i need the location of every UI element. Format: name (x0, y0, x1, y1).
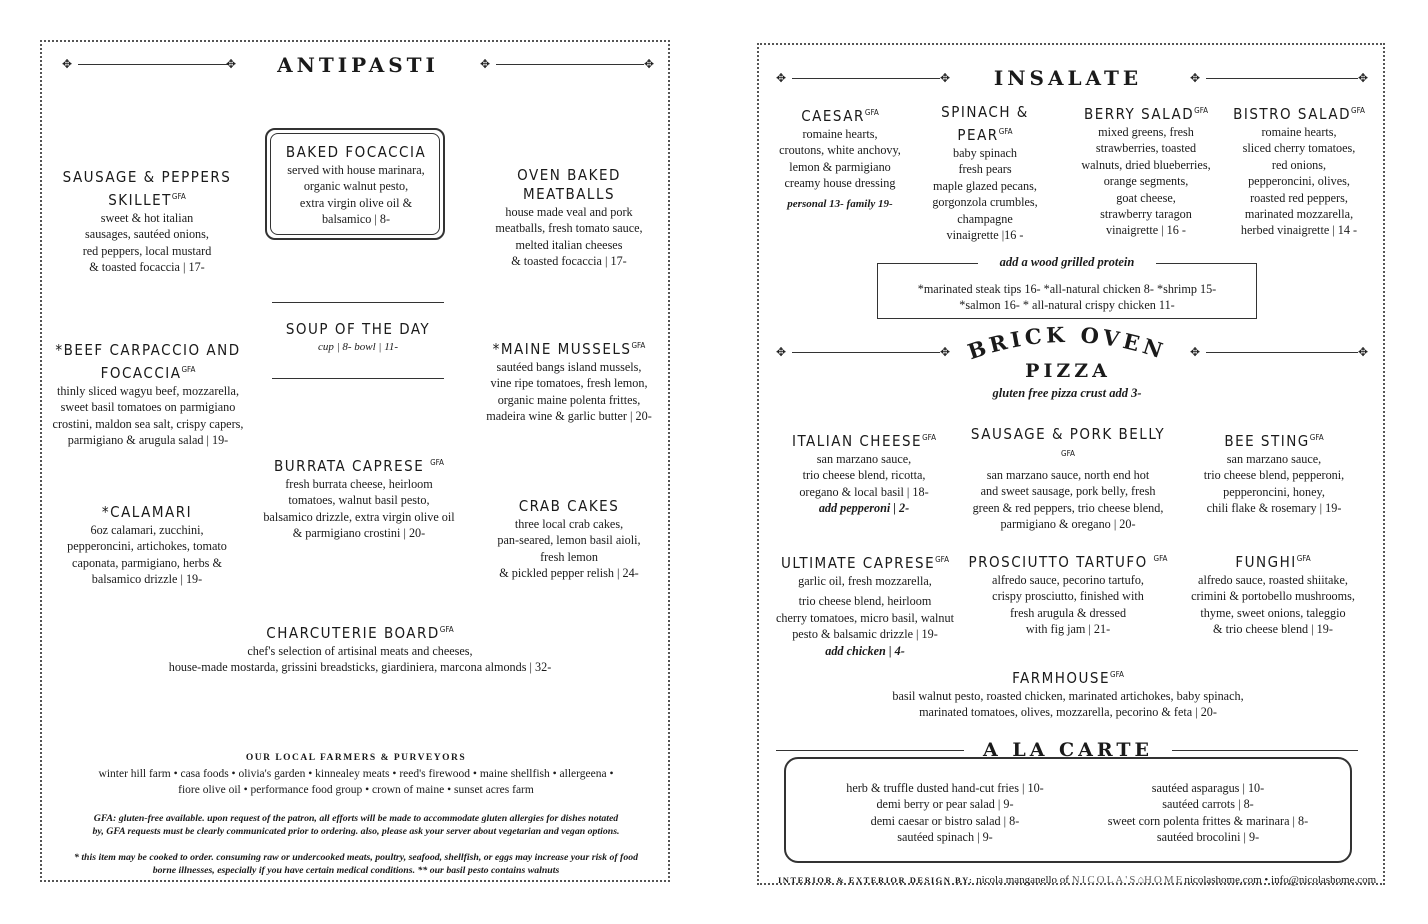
item-price: personal 13- family 19- (787, 197, 893, 210)
svg-text:BRICK OVEN (964, 322, 1169, 362)
item-name: SAUSAGE & PEPPERS $SKILLET^{GFA}$ (62, 168, 232, 209)
item-desc: romaine hearts, croutons, white anchovy, lemon & parmigiano creamy house dressing (779, 127, 901, 191)
menu-item (770, 550, 960, 659)
item-desc: mixed greens, fresh strawberries, toasted walnuts, dried blueberries, orange segments, goat cheese, strawberry taragon vinaigrette | 16 - (1081, 125, 1211, 238)
item-name: PROSCIUTTO TARTUFO $^{GFA}$ (968, 553, 1168, 571)
item-name: $FARMHOUSE^{GFA}$ (1012, 669, 1124, 687)
menu-item (52, 168, 242, 276)
pizza-subtitle: gluten free pizza crust add 3- (992, 386, 1142, 400)
menu-item (272, 143, 440, 228)
item-desc: san marzano sauce, north end hot and sweet sausage, pork belly, fresh green & red peppers, trio cheese blend, parmigiano & oregano | 20- (972, 468, 1164, 532)
item-desc: alfredo sauce, pecorino tartufo, crispy prosciutto, finished with fresh arugula & dressed with fig jam | 21- (992, 573, 1144, 637)
protein-list: *marinated steak tips 16- *all-natural chicken 8- *shrimp 15- *salmon 16- * all-natural crispy chicken 11- (917, 282, 1217, 313)
item-name: $CAESAR^{GFA}$ (801, 107, 879, 125)
item-name: SOUP OF THE DAY (285, 320, 431, 338)
carte-title: A LA CARTE (982, 739, 1153, 761)
divider (1172, 750, 1358, 751)
divider (272, 302, 444, 303)
menu-item (52, 503, 242, 588)
ornament-icon: ✥ (62, 57, 73, 71)
gfa-note: GFA: gluten-free available. upon request of the patron, all efforts will be made to accommodate gluten allergies for dishes notated by, GFA requests must be clearly communicated prior to ordering. also, please ask your server about vegetarian and vegan options. (92, 813, 620, 837)
designer-name: nicola manganello of (976, 874, 1069, 886)
menu-item (914, 103, 1056, 243)
item-desc: cup | 8- bowl | 11- (317, 341, 399, 353)
design-label: INTERIOR & EXTERIOR DESIGN BY: (778, 875, 974, 885)
email-link[interactable]: info@nicolashome.com (1271, 874, 1377, 886)
item-desc: garlic oil, fresh mozzarella, trio cheese blend, heirloom cherry tomatoes, micro basil, walnut pesto & balsamic drizzle | 19- (775, 574, 955, 642)
ornament-icon: ✥ (644, 57, 655, 71)
menu-item (968, 549, 1168, 638)
menu-item (272, 320, 444, 355)
carte-left-list: herb & truffle dusted hand-cut fries | 10- demi berry or pear salad | 9- demi caesar or bistro salad | 8- sautéed spinach | 9- (846, 781, 1044, 845)
ornament-icon: ✥ (776, 345, 787, 359)
raw-food-note: * this item may be cooked to order. consuming raw or undercooked meats, poultry, seafood, shellfish, or eggs may increase your risk of food borne illnesses, especially if you have certain medical conditions. ** our basil pesto contains walnuts (73, 852, 639, 876)
protein-title: add a wood grilled protein (978, 255, 1156, 270)
menu-item (1068, 101, 1224, 239)
divider (272, 378, 444, 379)
ornament-icon: ✥ (1190, 345, 1201, 359)
item-desc: romaine hearts, sliced cherry tomatoes, red onions, pepperoncini, olives, roasted red peppers, marinated mozzarella, herbed vinaigrette | 14 - (1240, 125, 1358, 238)
brand-left: NICOLA'S (1071, 874, 1138, 886)
farmers-title: OUR LOCAL FARMERS & PURVEYORS (245, 753, 467, 763)
item-name: CRAB CAKES (518, 497, 620, 515)
home-icon: ⌂ (1137, 874, 1144, 886)
divider (1206, 352, 1358, 353)
item-name: BAKED FOCACCIA (285, 143, 427, 161)
item-desc: chef's selection of artisinal meats and cheeses, house-made mostarda, grissini breadsticks, giardiniera, marcona almonds | 32- (168, 644, 552, 675)
item-name: SPINACH & $PEAR^{GFA}$ (941, 103, 1029, 144)
ornament-icon: ✥ (1358, 345, 1369, 359)
item-desc: san marzano sauce, trio cheese blend, ricotta, oregano & local basil | 18- (799, 452, 929, 499)
menu-item (50, 341, 246, 449)
divider (792, 78, 940, 79)
menu-item (1224, 101, 1374, 239)
item-name: ITALIAN $CHEESE^{GFA}$ (791, 432, 936, 450)
antipasti-title: ANTIPASTI (277, 53, 439, 77)
divider (776, 750, 964, 751)
menu-item (1186, 428, 1362, 517)
pizza-title-bottom: PIZZA (1025, 360, 1111, 382)
item-desc: thinly sliced wagyu beef, mozzarella, sweet basil tomatoes on parmigiano crostini, maldon sea salt, crispy capers, parmigiano & arugula salad | 19- (52, 384, 244, 448)
item-name: BEE $STING^{GFA}$ (1224, 432, 1324, 450)
menu-item (90, 620, 630, 676)
item-name: ULTIMATE $CAPRESE^{GFA}$ (781, 554, 949, 572)
divider (496, 64, 644, 65)
ornament-icon: ✥ (1190, 71, 1201, 85)
pizza-title-top: BRICK OVEN (964, 322, 1170, 362)
item-addon: add pepperoni | 2- (818, 501, 910, 516)
ornament-icon: ✥ (1358, 71, 1369, 85)
item-desc: basil walnut pesto, roasted chicken, marinated artichokes, baby spinach, marinated tomatoes, olives, mozzarella, pecorino & feta | 20- (892, 689, 1244, 720)
brand-right: HOME (1143, 874, 1185, 886)
menu-item (478, 497, 660, 582)
item-desc: san marzano sauce, trio cheese blend, pepperoni, pepperoncini, honey, chili flake & rosemary | 19- (1203, 452, 1345, 516)
ornament-icon: ✥ (940, 345, 951, 359)
item-name: *MAINE $MUSSELS^{GFA}$ (492, 340, 646, 358)
ornament-icon: ✥ (776, 71, 787, 85)
item-name: *CALAMARI (101, 503, 193, 521)
menu-item (478, 166, 660, 270)
item-name: BURRATA CAPRESE $^{GFA}$ (274, 457, 444, 475)
carte-right-list: sautéed asparagus | 10- sautéed carrots | 8- sweet corn polenta frittes & marinara | 8- sautéed brocolini | 9- (1107, 781, 1309, 845)
item-name: SAUSAGE & PORK BELLY $^{GFA}$ (970, 425, 1166, 458)
item-desc: sweet & hot italian sausages, sautéed onions, red peppers, local mustard & toasted focaccia | 17- (82, 211, 212, 275)
item-desc: baby spinach fresh pears maple glazed pecans, gorgonzola crumbles, champagne vinaigrette |16 - (932, 146, 1038, 243)
menu-item (962, 425, 1174, 533)
designer-footer: INTERIOR & EXTERIOR DESIGN BY: nicola manganello of NICOLA'S⌂HOMEnicolashome.com • info@nicolashome.com (778, 874, 1377, 886)
item-name: BISTRO $SALAD^{GFA}$ (1233, 105, 1365, 123)
ornament-icon: ✥ (940, 71, 951, 85)
menu-item (1180, 549, 1366, 638)
item-name: $FUNGHI^{GFA}$ (1235, 553, 1311, 571)
item-desc: house made veal and pork meatballs, fresh tomato sauce, melted italian cheeses & toasted focaccia | 17- (495, 205, 643, 269)
menu-item (778, 428, 950, 517)
menu-item (476, 336, 662, 425)
menu-item (768, 103, 912, 212)
brick-oven-arc-title (960, 322, 1174, 362)
divider (78, 64, 228, 65)
ornament-icon: ✥ (226, 57, 237, 71)
item-desc: fresh burrata cheese, heirloom tomatoes, walnut basil pesto, balsamico drizzle, extra virgin olive oil & parmigiano crostini | 20- (263, 477, 455, 541)
item-name: *BEEF CARPACCIO AND $FOCACCIA^{GFA}$ (55, 341, 241, 382)
item-name: CHARCUTERIE $BOARD^{GFA}$ (266, 624, 454, 642)
item-addon: add chicken | 4- (825, 643, 905, 658)
ornament-icon: ✥ (480, 57, 491, 71)
item-desc: alfredo sauce, roasted shiitake, crimini & portobello mushrooms, thyme, sweet onions, taleggio & trio cheese blend | 19- (1191, 573, 1355, 637)
menu-item (254, 453, 464, 542)
item-desc: three local crab cakes, pan-seared, lemon basil aioli, fresh lemon & pickled pepper relish | 24- (497, 517, 641, 581)
farmers-list: winter hill farm • casa foods • olivia's garden • kinnealey meats • reed's firewood • maine shellfish • allergeena • fiore olive oil • performance food group • crown of maine • sunset acres farm (98, 768, 614, 796)
website-link[interactable]: nicolashome.com (1184, 874, 1262, 886)
item-name: BERRY $SALAD^{GFA}$ (1083, 105, 1209, 123)
item-name: OVEN BAKED MEATBALLS (517, 166, 621, 203)
item-desc: sautéed bangs island mussels, vine ripe tomatoes, fresh lemon, organic maine polenta frittes, madeira wine & garlic butter | 20- (486, 360, 652, 424)
item-desc: 6oz calamari, zucchini, pepperoncini, artichokes, tomato caponata, parmigiano, herbs & balsamico drizzle | 19- (67, 523, 227, 587)
menu-item (800, 665, 1336, 721)
insalate-title: INSALATE (993, 66, 1143, 90)
item-desc: served with house marinara, organic walnut pesto, extra virgin olive oil & balsamico | 8- (287, 163, 425, 227)
divider (792, 352, 940, 353)
divider (1206, 78, 1358, 79)
